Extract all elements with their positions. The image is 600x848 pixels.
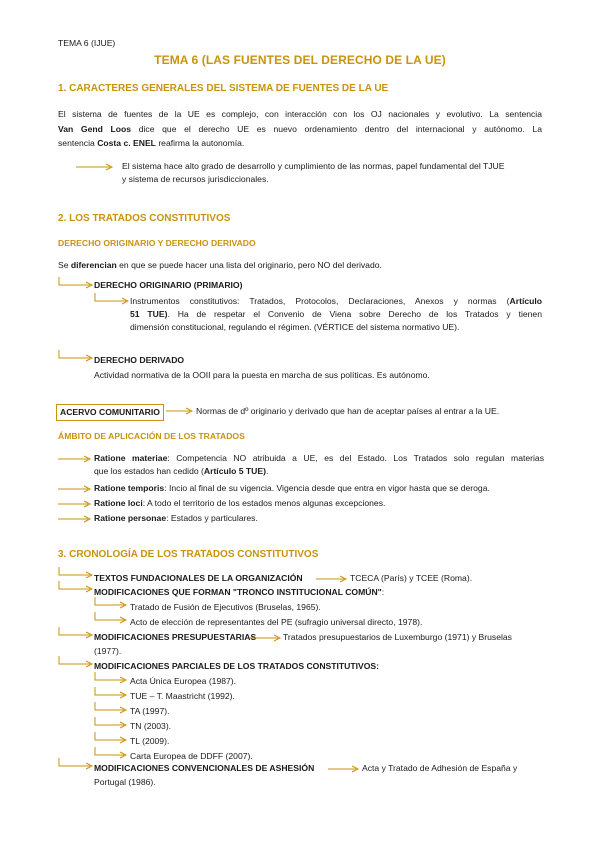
derecho-derivado-title: DERECHO DERIVADO [94, 355, 185, 365]
arrow-icon [76, 163, 116, 171]
presupuestarias-value-cont: (1977). [94, 646, 122, 656]
arrow-icon [58, 515, 92, 523]
tronco-item: Acto de elección de representantes del PE (sufragio universal directo, 1978). [130, 617, 423, 627]
section-1-heading: 1. CARACTERES GENERALES DEL SISTEMA DE FUENTES DE LA UE [58, 83, 389, 94]
arrow-icon [328, 765, 362, 773]
page-title: TEMA 6 (LAS FUENTES DEL DERECHO DE LA UE) [154, 53, 446, 67]
subheading-originario-derivado: DERECHO ORIGINARIO Y DERECHO DERIVADO [58, 238, 256, 248]
elbow-arrow-icon [58, 758, 98, 772]
elbow-arrow-icon [94, 687, 134, 701]
arrow-icon [58, 455, 92, 463]
presupuestarias-value: Tratados presupuestarios de Luxemburgo (1971) y Bruselas [283, 632, 512, 642]
section-1-paragraph: El sistema de fuentes de la UE es complejo, con interacción con los OJ nacionales y evolutivo. La sentencia Van Gend Loos dice que el derecho UE es nuevo ordenamiento dentro del internacional y autónomo. La sentencia Costa c. ENEL reafirma la autonomía. [58, 109, 542, 148]
textos-fundacionales: TEXTOS FUNDACIONALES DE LA ORGANIZACIÓN [94, 573, 303, 583]
ratione-personae: Ratione personae: Estados y particulares. [94, 513, 258, 523]
diferencian-text: Se diferencian en que se puede hacer una lista del originario, pero NO del derivado. [58, 260, 382, 270]
section-1-bullet: El sistema hace alto grado de desarrollo y cumplimiento de las normas, papel fundamental del TJUE y sistema de recursos jurisdiccionales. [122, 161, 505, 184]
elbow-arrow-icon [94, 597, 134, 611]
section-3-heading: 3. CRONOLOGÍA DE LOS TRATADOS CONSTITUTIVOS [58, 549, 319, 560]
textos-fundacionales-value: TCECA (París) y TCEE (Roma). [350, 573, 473, 583]
elbow-arrow-icon [58, 581, 98, 595]
acervo-comunitario-text: Normas de dº originario y derivado que han de aceptar países al entrar a la UE. [196, 406, 500, 416]
modificaciones-presupuestarias: MODIFICACIONES PRESUPUESTARIAS [94, 632, 257, 642]
acervo-comunitario-box: ACERVO COMUNITARIO [56, 404, 164, 421]
elbow-arrow-icon [94, 717, 134, 731]
elbow-arrow-icon [58, 567, 98, 581]
list-item: TN (2003). [130, 721, 172, 731]
elbow-arrow-icon [94, 732, 134, 746]
ratione-materiae: Ratione materiae: Competencia NO atribuida a UE, es del Estado. Los Tratados solo regulan materias que los estados han cedido (Artículo 5 TUE). [94, 453, 544, 476]
page-header: TEMA 6 (IJUE) [58, 38, 116, 48]
elbow-arrow-icon [94, 672, 134, 686]
elbow-arrow-icon [58, 277, 98, 291]
modificaciones-convencionales: MODIFICACIONES CONVENCIONALES DE ASHESIÓN [94, 763, 315, 773]
list-item: TA (1997). [130, 706, 170, 716]
tronco-institucional-title: MODIFICACIONES QUE FORMAN "TRONCO INSTITUCIONAL COMÚN": [94, 587, 385, 597]
derecho-derivado-text: Actividad normativa de la OOII para la puesta en marcha de sus políticas. Es autónomo. [94, 370, 430, 380]
elbow-arrow-icon [94, 293, 134, 307]
arrow-icon [166, 407, 196, 415]
elbow-arrow-icon [58, 350, 98, 364]
list-item: TUE – T. Maastricht (1992). [130, 691, 235, 701]
elbow-arrow-icon [94, 747, 134, 761]
modificaciones-parciales-list [94, 672, 394, 762]
elbow-arrow-icon [94, 612, 134, 626]
subheading-ambito: ÁMBITO DE APLICACIÓN DE LOS TRATADOS [58, 431, 245, 441]
elbow-arrow-icon [94, 702, 134, 716]
tronco-item: Tratado de Fusión de Ejecutivos (Bruselas, 1965). [130, 602, 321, 612]
ratione-loci: Ratione loci: A todo el territorio de los estados menos algunas excepciones. [94, 498, 386, 508]
elbow-arrow-icon [58, 656, 98, 670]
convencionales-value-cont: Portugal (1986). [94, 777, 156, 787]
convencionales-value: Acta y Tratado de Adhesión de España y [362, 763, 518, 773]
modificaciones-parciales: MODIFICACIONES PARCIALES DE LOS TRATADOS CONSTITUTIVOS: [94, 661, 380, 671]
derecho-originario-title: DERECHO ORIGINARIO (PRIMARIO) [94, 280, 243, 290]
ratione-temporis: Ratione temporis: Incio al final de su vigencia. Vigencia desde que entra en vigor hasta que se deroga. [94, 483, 490, 493]
section-2-heading: 2. LOS TRATADOS CONSTITUTIVOS [58, 213, 231, 224]
list-item: Acta Única Europea (1987). [130, 676, 237, 686]
arrow-icon [58, 500, 92, 508]
list-item: TL (2009). [130, 736, 170, 746]
elbow-arrow-icon [58, 627, 98, 641]
arrow-icon [58, 485, 92, 493]
list-item: Carta Europea de DDFF (2007). [130, 751, 253, 761]
derecho-originario-text: Instrumentos constitutivos: Tratados, Protocolos, Declaraciones, Anexos y normas (Artículo 51 TUE). Ha de respetar el Convenio de Viena sobre Derecho de los Tratados y tienen dimensión constitucional, regulando el régimen. (VÉRTICE del sistema normativo UE). [130, 296, 542, 332]
arrow-icon [250, 634, 284, 642]
arrow-icon [316, 575, 350, 583]
